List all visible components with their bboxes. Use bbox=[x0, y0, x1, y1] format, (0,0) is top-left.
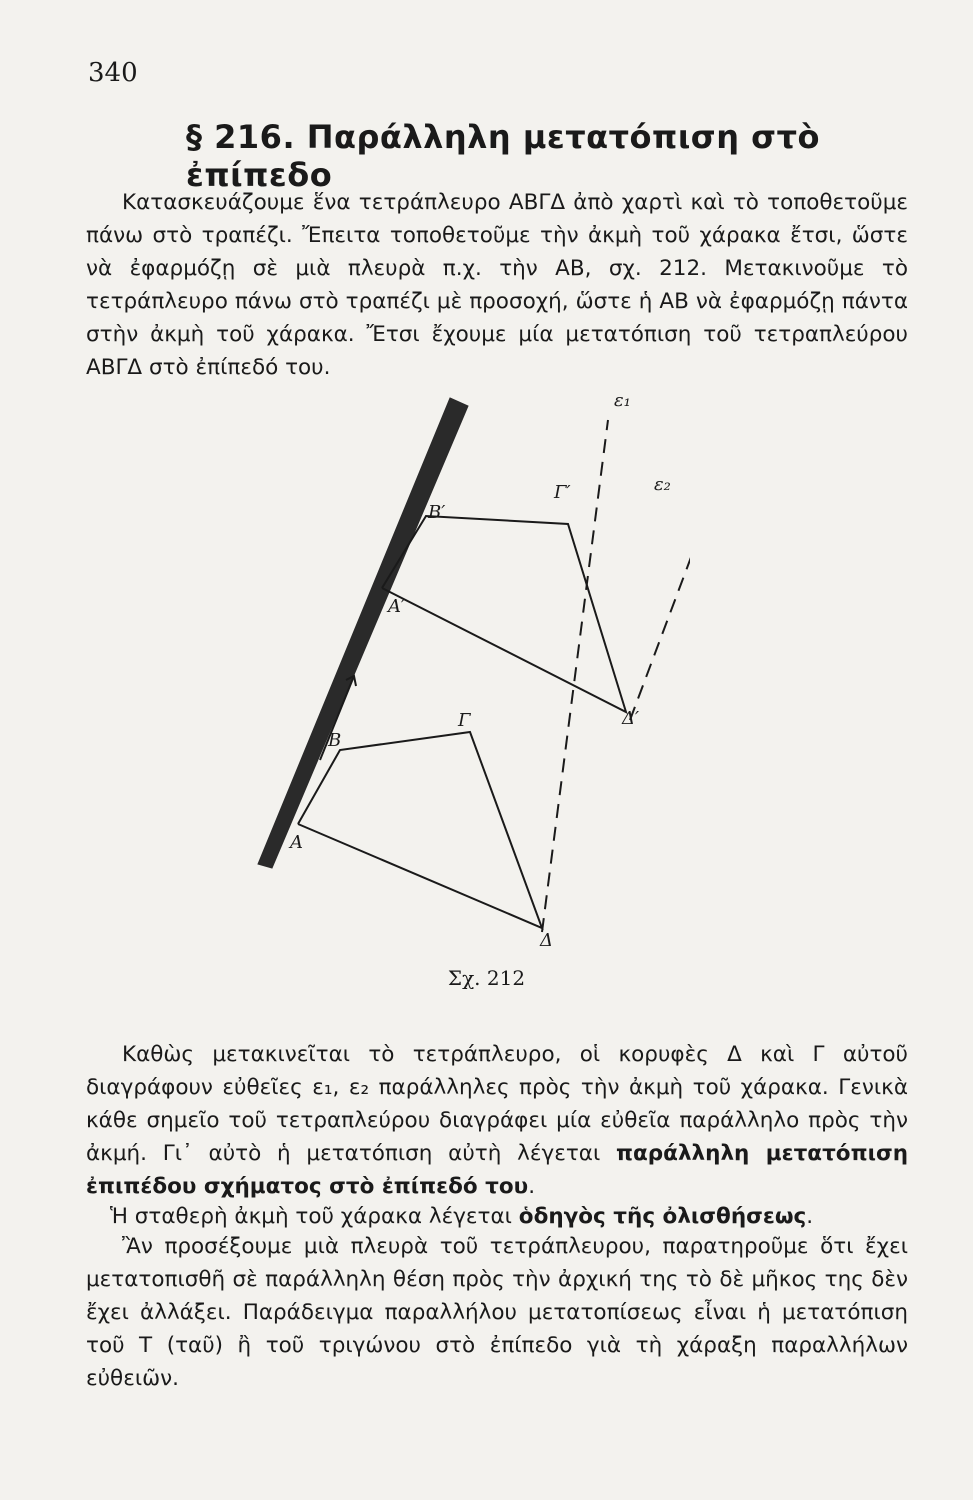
paragraph-example: Ἂν προσέξουμε μιὰ πλευρὰ τοῦ τετράπλευρου, παρατηροῦμε ὅτι ἔχει μετατοπισθῆ σὲ παράλληλη θέση πρὸς τὴν ἀρχική της τὸ δὲ μῆκος της δὲν ἔχει ἀλλάξει. Παράδειγμα παραλλήλου μετατοπίσεως εἶναι ἡ μετατόπιση τοῦ Τ (ταῦ) ἢ τοῦ τριγώνου στὸ ἐπίπεδο γιὰ τὴ χάραξη παραλλήλων εὐθειῶν. bbox=[86, 1234, 908, 1391]
quadrilateral-translated bbox=[382, 516, 626, 712]
label-e1: ε₁ bbox=[614, 390, 631, 411]
quadrilateral-original bbox=[298, 732, 542, 928]
label-a-prime: A′ bbox=[388, 596, 406, 617]
paragraph-guide-text: Ἡ σταθερὴ ἀκμὴ τοῦ χάρακα λέγεται bbox=[110, 1204, 519, 1229]
term-sliding-guide: ὁδηγὸς τῆς ὀλισθήσεως bbox=[518, 1204, 807, 1229]
paragraph-intro: Κατασκευάζουμε ἕνα τετράπλευρο ΑΒΓΔ ἀπὸ χαρτὶ καὶ τὸ τοποθετοῦμε πάνω στὸ τραπέζι. Ἔπειτα τοποθετοῦμε τὴν ἀκμὴ τοῦ χάρακα ἔτσι, ὥστε νὰ ἐφαρμόζῃ σὲ μιὰ πλευρὰ π.χ. τὴν ΑΒ, σχ. 212. Μετακινοῦμε τὸ τετράπλευρο πάνω στὸ τραπέζι μὲ προσοχή, ὥστε ἡ ΑΒ νὰ ἐφαρμόζῃ πάντα στὴν ἀκμὴ τοῦ χάρακα. Ἔτσι ἔχουμε μία μετατόπιση τοῦ τετραπλεύρου ΑΒΓΔ στὸ ἐπίπεδό του. bbox=[86, 190, 908, 380]
label-g-prime: Γ′ bbox=[554, 482, 571, 503]
parallel-translation-diagram bbox=[250, 380, 690, 950]
label-a: A bbox=[290, 832, 303, 853]
line-e1 bbox=[542, 420, 608, 932]
label-d: Δ bbox=[540, 930, 553, 950]
figure-caption bbox=[0, 966, 973, 990]
label-b: B bbox=[328, 730, 342, 751]
term-parallel-translation: παράλληλη μετατόπιση ἐπιπέδου σχήματος στὸ ἐπίπεδό του bbox=[86, 1141, 908, 1199]
paragraph-guide-end: . bbox=[806, 1204, 814, 1229]
label-g: Γ bbox=[458, 710, 471, 731]
paragraph-guide bbox=[86, 1200, 908, 1233]
paragraph-explanation-text: Καθὼς μετακινεῖται τὸ τετράπλευρο, οἱ κορυφὲς Δ καὶ Γ αὐτοῦ διαγράφουν εὐθεῖες ε₁, ε₂ παράλληλες πρὸς τὴν ἀκμὴ τοῦ χάρακα. Γενικὰ κάθε σημεῖο τοῦ τετραπλεύρου διαγράφει μία εὐθεῖα παράλληλο πρὸς τὴν ἀκμή. Γι᾽ αὐτὸ ἡ μετατόπιση αὐτὴ λέγεται bbox=[86, 1042, 908, 1166]
label-e2: ε₂ bbox=[654, 474, 671, 495]
caption-text: Σχ. 212 bbox=[447, 966, 526, 990]
paragraph-explanation-end: . bbox=[528, 1174, 536, 1199]
page-number: 340 bbox=[88, 58, 138, 88]
figure-212 bbox=[250, 380, 690, 950]
paragraph-explanation bbox=[86, 1038, 908, 1203]
line-e2 bbox=[630, 480, 690, 720]
label-b-prime: B′ bbox=[428, 502, 446, 523]
label-d-prime: Δ′ bbox=[622, 708, 640, 729]
ruler-edge bbox=[258, 398, 468, 868]
section-title: § 216. Παράλληλη μετατόπιση στὸ ἐπίπεδο bbox=[186, 118, 820, 194]
